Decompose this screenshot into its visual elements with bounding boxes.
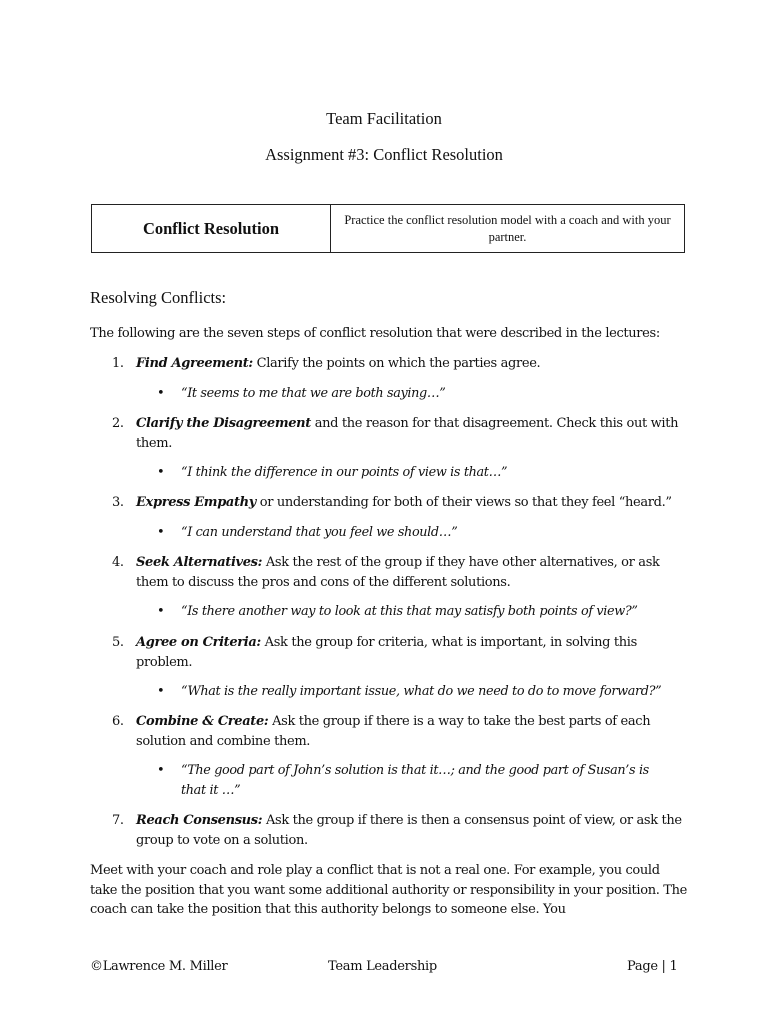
- step-description: Ask the rest of the group if they have other alternatives, or ask them to discuss the pros and cons of the different solutions.: [136, 555, 660, 590]
- step-text: [136, 712, 684, 751]
- step-title: Combine & Create:: [136, 714, 269, 729]
- step-number: 4.: [112, 555, 124, 570]
- section-heading: Resolving Conflicts:: [90, 288, 227, 307]
- step-number: 1.: [112, 356, 124, 371]
- bullet-icon: •: [157, 763, 165, 778]
- step-description: and the reason for that disagreement. Check this out with them.: [136, 416, 679, 451]
- closing-paragraph: Meet with your coach and role play a conflict that is not a real one. For example, you could take the position that you want some additional authority or responsibility in your position. The coach can take the position that this authority belongs to someone else. You: [90, 863, 687, 917]
- step-description: Clarify the points on which the parties agree.: [252, 356, 541, 371]
- step-text: [136, 354, 684, 374]
- bullet-icon: •: [157, 386, 165, 401]
- step-example-quote: “It seems to me that we are both saying…”: [181, 386, 446, 401]
- document-title: Team Facilitation: [326, 109, 442, 128]
- footer-page-number: Page | 1: [627, 959, 678, 974]
- step-number: 2.: [112, 416, 124, 431]
- step-title: Clarify the Disagreement: [136, 416, 311, 431]
- bullet-icon: •: [157, 465, 165, 480]
- footer-course-name: Team Leadership: [328, 959, 437, 974]
- step-number: 3.: [112, 495, 124, 510]
- intro-paragraph: The following are the seven steps of conflict resolution that were described in the lectures:: [90, 326, 660, 341]
- step-description: or understanding for both of their views so that they feel “heard.”: [255, 495, 672, 510]
- step-text: [136, 553, 684, 592]
- step-text: [136, 414, 684, 453]
- step-number: 6.: [112, 714, 124, 729]
- step-text: [136, 633, 684, 672]
- step-description: Ask the group if there is then a consensus point of view, or ask the group to vote on a solution.: [136, 813, 682, 848]
- step-example-quote: “The good part of John’s solution is that it…; and the good part of Susan’s is that it …”: [181, 763, 649, 798]
- bullet-icon: •: [157, 684, 165, 699]
- step-description: Ask the group for criteria, what is important, in solving this problem.: [136, 635, 637, 670]
- bullet-icon: •: [157, 604, 165, 619]
- footer-copyright: ©Lawrence M. Miller: [90, 959, 228, 974]
- step-title: Agree on Criteria:: [136, 635, 261, 650]
- step-example-quote: “I think the difference in our points of view is that…”: [181, 465, 508, 480]
- step-example-quote: “What is the really important issue, what do we need to do to move forward?”: [181, 684, 662, 699]
- step-title: Reach Consensus:: [136, 813, 263, 828]
- step-example-quote: “Is there another way to look at this that may satisfy both points of view?”: [181, 604, 638, 619]
- summary-table: [91, 204, 685, 253]
- step-title: Seek Alternatives:: [136, 555, 263, 570]
- summary-table-label: Conflict Resolution: [92, 205, 331, 252]
- bullet-icon: •: [157, 525, 165, 540]
- step-text: [136, 493, 684, 513]
- step-text: [136, 811, 684, 850]
- step-number: 7.: [112, 813, 124, 828]
- step-example-quote: “I can understand that you feel we should…”: [181, 525, 458, 540]
- step-number: 5.: [112, 635, 124, 650]
- step-title: Find Agreement:: [136, 356, 253, 371]
- document-subtitle: Assignment #3: Conflict Resolution: [265, 145, 503, 164]
- step-description: Ask the group if there is a way to take the best parts of each solution and combine them.: [136, 714, 651, 749]
- summary-table-description: Practice the conflict resolution model with a coach and with your partner.: [344, 212, 671, 244]
- step-title: Express Empathy: [136, 495, 256, 510]
